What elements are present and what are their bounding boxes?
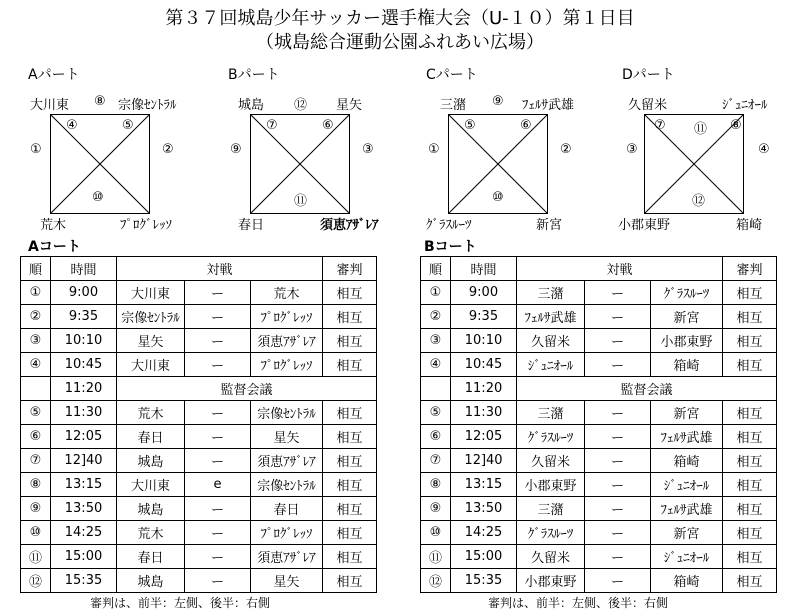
- match-no: ⑨: [421, 497, 451, 521]
- meeting-label: 監督会議: [117, 377, 377, 401]
- match-time: 11:30: [51, 401, 117, 425]
- referee: 相互: [723, 521, 777, 545]
- team-bottom-right: 箱崎: [736, 218, 763, 233]
- match-time: 10:45: [451, 353, 517, 377]
- match-no: ③: [21, 329, 51, 353]
- team-bottom-right: 須恵ｱｻﾞﾚｱ: [320, 218, 379, 233]
- meeting-row: [421, 377, 777, 401]
- vs-mark: ー: [185, 353, 251, 377]
- court-a-note: 審判は、前半：左側、後半：右側: [90, 596, 271, 610]
- table-row: [421, 497, 777, 521]
- home-team: 星矢: [117, 329, 185, 353]
- match-no: ④: [421, 353, 451, 377]
- home-team: 三潴: [517, 281, 585, 305]
- referee: 相互: [323, 569, 377, 593]
- col-header-match: 対戦: [517, 257, 723, 281]
- team-bottom-left: 荒木: [40, 218, 67, 233]
- home-team: 久留米: [517, 329, 585, 353]
- home-team: 小郡東野: [517, 569, 585, 593]
- referee: 相互: [723, 545, 777, 569]
- vs-mark: ー: [185, 545, 251, 569]
- away-team: ﾌｪﾙｻ武雄: [651, 497, 723, 521]
- table-row: [21, 425, 377, 449]
- match-no: ⑪: [21, 545, 51, 569]
- match-number: ②: [560, 142, 572, 157]
- referee: 相互: [323, 353, 377, 377]
- table-row: [421, 281, 777, 305]
- match-number: ⑥: [520, 118, 532, 133]
- vs-mark: ー: [185, 521, 251, 545]
- vs-mark: ー: [585, 449, 651, 473]
- match-number: ⑩: [92, 190, 104, 205]
- home-team: 城島: [117, 449, 185, 473]
- part-d: [610, 64, 800, 234]
- match-no: ①: [21, 281, 51, 305]
- col-header-match: 対戦: [117, 257, 323, 281]
- referee: 相互: [723, 497, 777, 521]
- match-number: ⑧: [94, 94, 106, 109]
- home-team: ﾌｪﾙｻ武雄: [517, 305, 585, 329]
- match-number: ⑥: [322, 118, 334, 133]
- match-no: ⑥: [421, 425, 451, 449]
- away-team: 宗像ｾﾝﾄﾗﾙ: [251, 473, 323, 497]
- away-team: 新宮: [651, 521, 723, 545]
- vs-mark: ー: [585, 281, 651, 305]
- match-time: 11:30: [451, 401, 517, 425]
- away-team: 荒木: [251, 281, 323, 305]
- home-team: 宗像ｾﾝﾄﾗﾙ: [117, 305, 185, 329]
- referee: 相互: [723, 569, 777, 593]
- team-bottom-right: ﾌﾟﾛｸﾞﾚｯｿ: [120, 218, 172, 233]
- col-header-time: 時間: [451, 257, 517, 281]
- away-team: 星矢: [251, 569, 323, 593]
- team-bottom-left: ｸﾞﾗｽﾙｰﾂ: [426, 218, 472, 233]
- meeting-time: 11:20: [51, 377, 117, 401]
- table-row: [21, 569, 377, 593]
- table-row: [21, 449, 377, 473]
- match-number: ⑫: [692, 194, 706, 209]
- match-time: 14:25: [451, 521, 517, 545]
- vs-mark: ー: [185, 281, 251, 305]
- referee: 相互: [323, 497, 377, 521]
- referee: 相互: [723, 401, 777, 425]
- home-team: 三潴: [517, 401, 585, 425]
- match-time: 9:35: [451, 305, 517, 329]
- team-bottom-left: 春日: [238, 218, 265, 233]
- team-top-right: 宗像ｾﾝﾄﾗﾙ: [118, 98, 177, 113]
- table-row: [421, 569, 777, 593]
- table-row: [421, 425, 777, 449]
- team-bottom-right: 新宮: [536, 218, 563, 233]
- part-a: [28, 64, 218, 234]
- home-team: 大川東: [117, 353, 185, 377]
- vs-mark: ー: [185, 425, 251, 449]
- away-team: 宗像ｾﾝﾄﾗﾙ: [251, 401, 323, 425]
- part-label: Bパート: [228, 67, 280, 83]
- referee: 相互: [723, 329, 777, 353]
- table-row: [21, 401, 377, 425]
- meeting-time: 11:20: [451, 377, 517, 401]
- court-b-label: Bコート: [424, 239, 477, 255]
- match-time: 13:50: [451, 497, 517, 521]
- team-top-left: 三潴: [440, 98, 467, 113]
- match-no: ⑦: [421, 449, 451, 473]
- home-team: 城島: [117, 569, 185, 593]
- match-number: ⑩: [492, 190, 504, 205]
- col-header-no: 順: [421, 257, 451, 281]
- match-number: ④: [66, 118, 78, 133]
- away-team: 春日: [251, 497, 323, 521]
- team-top-right: ﾌｪﾙｻ武雄: [522, 98, 575, 113]
- match-number: ②: [162, 142, 174, 157]
- match-no: ①: [421, 281, 451, 305]
- table-row: [421, 449, 777, 473]
- vs-mark: ー: [585, 353, 651, 377]
- match-time: 12]40: [51, 449, 117, 473]
- match-no: ②: [21, 305, 51, 329]
- table-row: [421, 353, 777, 377]
- meeting-label: 監督会議: [517, 377, 777, 401]
- referee: 相互: [723, 281, 777, 305]
- home-team: 城島: [117, 497, 185, 521]
- vs-mark: ー: [585, 473, 651, 497]
- match-time: 9:00: [51, 281, 117, 305]
- match-number: ⑧: [730, 118, 742, 133]
- match-number: ④: [758, 142, 770, 157]
- match-no: ⑪: [421, 545, 451, 569]
- match-time: 10:10: [451, 329, 517, 353]
- referee: 相互: [723, 449, 777, 473]
- table-row: [421, 401, 777, 425]
- match-time: 9:00: [451, 281, 517, 305]
- away-team: ﾌﾟﾛｸﾞﾚｯｿ: [251, 353, 323, 377]
- away-team: 箱崎: [651, 569, 723, 593]
- referee: 相互: [323, 449, 377, 473]
- match-time: 9:35: [51, 305, 117, 329]
- team-top-left: 大川東: [30, 98, 70, 113]
- away-team: 新宮: [651, 401, 723, 425]
- table-row: [421, 329, 777, 353]
- court-a-label: Aコート: [28, 239, 81, 255]
- home-team: ｼﾞｭﾆｵｰﾙ: [517, 353, 585, 377]
- match-no: ②: [421, 305, 451, 329]
- venue-subtitle: （城島総合運動公園ふれあい広場）: [256, 32, 544, 53]
- match-no: ⑫: [21, 569, 51, 593]
- away-team: ｼﾞｭﾆｵｰﾙ: [651, 473, 723, 497]
- home-team: 久留米: [517, 449, 585, 473]
- vs-mark: ー: [185, 569, 251, 593]
- away-team: 箱崎: [651, 449, 723, 473]
- match-time: 10:45: [51, 353, 117, 377]
- vs-mark: ー: [185, 329, 251, 353]
- away-team: ｸﾞﾗｽﾙｰﾂ: [651, 281, 723, 305]
- away-team: 箱崎: [651, 353, 723, 377]
- table-row: [421, 545, 777, 569]
- referee: 相互: [323, 425, 377, 449]
- team-bottom-left: 小郡東野: [618, 218, 671, 233]
- referee: 相互: [723, 305, 777, 329]
- court-b-note: 審判は、前半：左側、後半：右側: [488, 596, 669, 610]
- match-number: ⑪: [294, 194, 308, 209]
- part-b: [228, 64, 418, 234]
- match-number: ⑦: [266, 118, 278, 133]
- match-time: 15:00: [51, 545, 117, 569]
- table-row: [421, 473, 777, 497]
- court-a-schedule: [20, 256, 377, 593]
- col-header-ref: 審判: [323, 257, 377, 281]
- home-team: 春日: [117, 425, 185, 449]
- vs-mark: ー: [185, 401, 251, 425]
- table-row: [21, 545, 377, 569]
- table-row: [21, 497, 377, 521]
- match-no: ⑤: [421, 401, 451, 425]
- match-no: ⑥: [21, 425, 51, 449]
- home-team: ｸﾞﾗｽﾙｰﾂ: [517, 425, 585, 449]
- team-top-right: 星矢: [336, 98, 363, 113]
- vs-mark: ー: [585, 521, 651, 545]
- match-no: ⑧: [21, 473, 51, 497]
- away-team: 須恵ｱｻﾞﾚｱ: [251, 449, 323, 473]
- vs-mark: ー: [585, 569, 651, 593]
- referee: 相互: [323, 545, 377, 569]
- match-number: ③: [362, 142, 374, 157]
- table-header: [421, 257, 777, 281]
- match-no: ③: [421, 329, 451, 353]
- match-no: ⑤: [21, 401, 51, 425]
- team-top-left: 久留米: [628, 98, 668, 113]
- part-label: Aパート: [28, 67, 80, 83]
- vs-mark: e: [185, 473, 251, 497]
- home-team: 小郡東野: [517, 473, 585, 497]
- match-number: ⑨: [230, 142, 242, 157]
- vs-mark: ー: [185, 305, 251, 329]
- away-team: ﾌﾟﾛｸﾞﾚｯｿ: [251, 305, 323, 329]
- vs-mark: ー: [585, 401, 651, 425]
- match-time: 15:00: [451, 545, 517, 569]
- away-team: 須恵ｱｻﾞﾚｱ: [251, 329, 323, 353]
- table-row: [21, 521, 377, 545]
- part-label: Dパート: [622, 67, 675, 83]
- referee: 相互: [323, 521, 377, 545]
- table-row: [21, 353, 377, 377]
- page-title: 第３７回城島少年サッカー選手権大会（U-１０）第１日目: [165, 8, 635, 29]
- table-header: [21, 257, 377, 281]
- home-team: 大川東: [117, 281, 185, 305]
- match-no: ④: [21, 353, 51, 377]
- away-team: ﾌｪﾙｻ武雄: [651, 425, 723, 449]
- home-team: 久留米: [517, 545, 585, 569]
- col-header-ref: 審判: [723, 257, 777, 281]
- team-top-left: 城島: [238, 98, 265, 113]
- home-team: 荒木: [117, 521, 185, 545]
- match-number: ⑫: [294, 98, 308, 113]
- table-row: [421, 305, 777, 329]
- vs-mark: ー: [585, 305, 651, 329]
- home-team: ｸﾞﾗｽﾙｰﾂ: [517, 521, 585, 545]
- away-team: 小郡東野: [651, 329, 723, 353]
- table-row: [21, 473, 377, 497]
- vs-mark: ー: [585, 329, 651, 353]
- match-number: ⑨: [492, 94, 504, 109]
- match-no: ⑦: [21, 449, 51, 473]
- match-time: 15:35: [451, 569, 517, 593]
- match-time: 10:10: [51, 329, 117, 353]
- match-time: 13:15: [451, 473, 517, 497]
- match-number: ③: [626, 142, 638, 157]
- away-team: 星矢: [251, 425, 323, 449]
- match-time: 12:05: [51, 425, 117, 449]
- col-header-no: 順: [21, 257, 51, 281]
- referee: 相互: [323, 473, 377, 497]
- match-time: 12]40: [451, 449, 517, 473]
- match-number: ①: [428, 142, 440, 157]
- vs-mark: ー: [185, 449, 251, 473]
- vs-mark: ー: [185, 497, 251, 521]
- away-team: ﾌﾟﾛｸﾞﾚｯｿ: [251, 521, 323, 545]
- match-time: 14:25: [51, 521, 117, 545]
- match-no: ⑫: [421, 569, 451, 593]
- match-no: ⑧: [421, 473, 451, 497]
- match-no: ⑨: [21, 497, 51, 521]
- referee: 相互: [323, 329, 377, 353]
- match-number: ⑤: [464, 118, 476, 133]
- table-row: [421, 521, 777, 545]
- away-team: 新宮: [651, 305, 723, 329]
- meeting-row: [21, 377, 377, 401]
- match-time: 12:05: [451, 425, 517, 449]
- referee: 相互: [723, 353, 777, 377]
- referee: 相互: [323, 401, 377, 425]
- court-b-schedule: [420, 256, 777, 593]
- part-label: Cパート: [426, 67, 478, 83]
- match-no: ⑩: [21, 521, 51, 545]
- vs-mark: ー: [585, 545, 651, 569]
- table-row: [21, 329, 377, 353]
- match-time: 15:35: [51, 569, 117, 593]
- match-no: ⑩: [421, 521, 451, 545]
- vs-mark: ー: [585, 425, 651, 449]
- table-row: [21, 281, 377, 305]
- home-team: 春日: [117, 545, 185, 569]
- match-number: ①: [30, 142, 42, 157]
- home-team: 三潴: [517, 497, 585, 521]
- match-number: ⑪: [694, 122, 708, 137]
- away-team: ｼﾞｭﾆｵｰﾙ: [651, 545, 723, 569]
- match-number: ⑦: [654, 118, 666, 133]
- match-time: 13:15: [51, 473, 117, 497]
- match-number: ⑤: [122, 118, 134, 133]
- referee: 相互: [323, 281, 377, 305]
- referee: 相互: [323, 305, 377, 329]
- referee: 相互: [723, 473, 777, 497]
- away-team: 須恵ｱｻﾞﾚｱ: [251, 545, 323, 569]
- col-header-time: 時間: [51, 257, 117, 281]
- part-c: [426, 64, 616, 234]
- referee: 相互: [723, 425, 777, 449]
- table-row: [21, 305, 377, 329]
- home-team: 荒木: [117, 401, 185, 425]
- match-time: 13:50: [51, 497, 117, 521]
- home-team: 大川東: [117, 473, 185, 497]
- team-top-right: ｼﾞｭﾆｵｰﾙ: [722, 98, 768, 113]
- vs-mark: ー: [585, 497, 651, 521]
